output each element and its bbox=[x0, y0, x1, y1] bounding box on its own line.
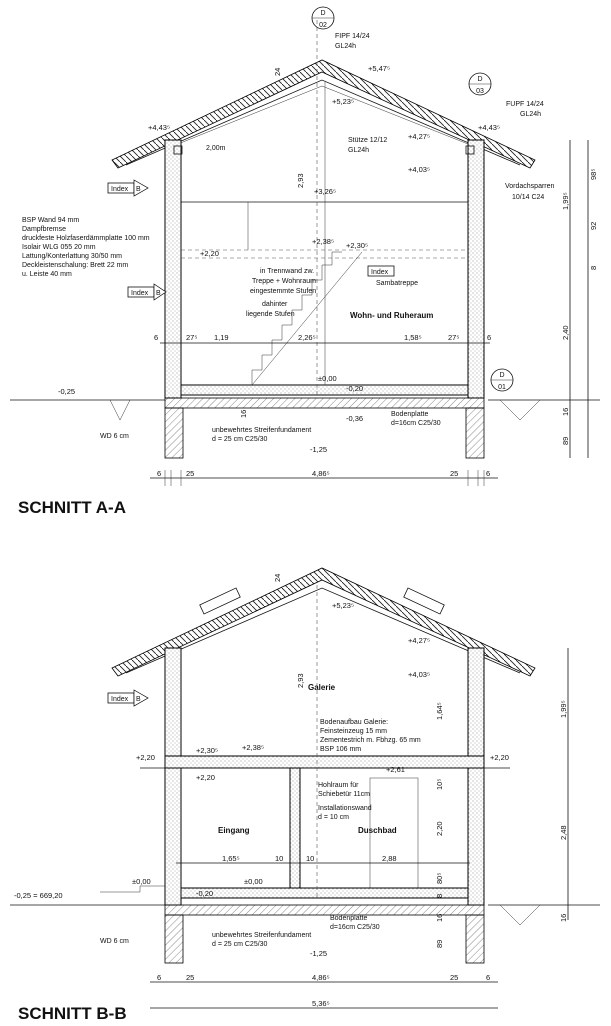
dim-int-b-2: 10 bbox=[306, 854, 315, 863]
svg-text:Bodenaufbau Galerie:: Bodenaufbau Galerie: bbox=[320, 719, 389, 726]
svg-text:BSP Wand 94 mm: BSP Wand 94 mm bbox=[22, 217, 80, 224]
level-slab-bottom-a: -0,36 bbox=[346, 414, 364, 423]
marker-d01-number: 01 bbox=[498, 384, 506, 391]
level-floor-a: ±0,00 bbox=[318, 374, 337, 383]
dim-89-b: 89 bbox=[435, 939, 444, 948]
marker-d01[interactable] bbox=[491, 369, 513, 391]
dim-bottom-a-4: 6 bbox=[486, 469, 491, 478]
level-gallery-a2: +2,30⁵ bbox=[346, 241, 369, 250]
entry-step-b bbox=[100, 886, 165, 892]
room-label-duschbad-b: Duschbad bbox=[358, 826, 397, 835]
svg-text:Isolair WLG 055 20 mm: Isolair WLG 055 20 mm bbox=[22, 244, 96, 251]
note-fipf-grade-a: GL24h bbox=[335, 43, 357, 50]
dim-bottom-b-2: 4,86⁵ bbox=[312, 973, 330, 982]
level-gal-right-b-b: +2,20 bbox=[490, 753, 509, 762]
dim-int-a-6: 6 bbox=[487, 333, 492, 342]
svg-text:Dampfbremse: Dampfbremse bbox=[22, 226, 66, 233]
level-gal-left-c-b: +2,20 bbox=[196, 773, 215, 782]
index-tag-b1-letter: B bbox=[136, 696, 141, 703]
level-foundation-b: -1,25 bbox=[310, 949, 328, 958]
dim-bottom-b-4: 6 bbox=[486, 973, 491, 982]
level-knee-inner-b: +4,03⁵ bbox=[408, 670, 431, 679]
svg-text:Deckleistenschalung: Brett 22: Deckleistenschalung: Brett 22 mm bbox=[22, 262, 129, 269]
room-label-galerie-b: Galerie bbox=[308, 683, 336, 692]
note-fupf-grade-a: GL24h bbox=[520, 111, 542, 118]
level-gal-left-a-b: +2,20 bbox=[136, 753, 155, 762]
marker-d01-letter: D bbox=[499, 372, 505, 379]
dim-bottom-a-3: 25 bbox=[450, 469, 459, 478]
index-tag-a1-letter: B bbox=[136, 186, 141, 193]
dim-bottom-b-1: 25 bbox=[186, 973, 195, 982]
note-fupf-a: FUPF 14/24 bbox=[506, 101, 544, 108]
dim-bottom-b-3: 25 bbox=[450, 973, 459, 982]
dim-bottom-a-2: 4,86⁵ bbox=[312, 469, 330, 478]
svg-text:eingestemmte Stufen: eingestemmte Stufen bbox=[250, 288, 317, 295]
level-slab-b: -0,20 bbox=[196, 889, 214, 898]
dim-24-a: 24 bbox=[273, 67, 282, 76]
svg-text:in Trennwand zw.: in Trennwand zw. bbox=[260, 268, 315, 275]
level-gal-left-b-b: +2,30⁵ bbox=[196, 746, 219, 755]
section-title-a: SCHNITT A-A bbox=[18, 498, 126, 517]
index-tag-a3-label: Index bbox=[371, 269, 389, 276]
level-gallery-left-a: +2,20 bbox=[200, 249, 219, 258]
dim-bottom-a-1: 25 bbox=[186, 469, 195, 478]
level-ground-a: -0,25 bbox=[58, 387, 76, 396]
wall-right-b bbox=[468, 648, 484, 905]
level-eave-left-a: +4,43⁵ bbox=[148, 123, 171, 132]
svg-text:u. Leiste 40 mm: u. Leiste 40 mm bbox=[22, 271, 72, 278]
index-tag-a2-letter: B bbox=[156, 290, 161, 297]
dim-int-a-0: 6 bbox=[154, 333, 159, 342]
gallery-floor-b bbox=[165, 756, 484, 768]
svg-text:druckfeste Holzfaserdämmplatte: druckfeste Holzfaserdämmplatte 100 mm bbox=[22, 235, 150, 242]
dim-right-a-2: 92 bbox=[589, 221, 598, 230]
dim-height-220-b: 2,20 bbox=[435, 821, 444, 836]
svg-text:Feinsteinzeug 15 mm: Feinsteinzeug 15 mm bbox=[320, 728, 387, 735]
dim-right-a-5: 16 bbox=[561, 407, 570, 416]
level-gal-right-a-b: +2,61 bbox=[386, 765, 405, 774]
level-eave-right-a: +4,43⁵ bbox=[478, 123, 501, 132]
wall-right-a bbox=[468, 140, 484, 398]
dim-int-b-1: 10 bbox=[275, 854, 284, 863]
marker-d02-number: 02 bbox=[319, 22, 327, 29]
marker-d03[interactable] bbox=[469, 73, 491, 95]
note-wall-spec-a bbox=[22, 217, 150, 278]
dim-right-b-2: 16 bbox=[559, 913, 568, 922]
dim-int-a-2: 1,19 bbox=[214, 333, 229, 342]
note-boden-galerie-b bbox=[320, 719, 421, 753]
svg-text:Lattung/Konterlattung 30/50 mm: Lattung/Konterlattung 30/50 mm bbox=[22, 253, 123, 260]
wall-left-a bbox=[165, 140, 181, 398]
note-hohlraum-b bbox=[318, 782, 370, 798]
note-fundament-spec-b: d = 25 cm C25/30 bbox=[212, 941, 268, 948]
foundation-right-b bbox=[466, 915, 484, 963]
note-fundament-a: unbewehrtes Streifenfundament bbox=[212, 427, 312, 434]
svg-text:Schiebetür 11cm: Schiebetür 11cm bbox=[318, 791, 371, 798]
note-wd-b: WD 6 cm bbox=[100, 938, 129, 945]
dim-int-b-0: 1,65⁵ bbox=[222, 854, 240, 863]
dim-small-b-2: 8 bbox=[435, 893, 444, 898]
dim-right-a-0: 98⁵ bbox=[589, 168, 598, 180]
note-vordach-size-a: 10/14 C24 bbox=[512, 194, 545, 201]
roof-rafter-a bbox=[126, 80, 520, 165]
svg-text:liegende Stufen: liegende Stufen bbox=[246, 311, 295, 318]
dim-overall-b: 5,36⁵ bbox=[312, 999, 330, 1008]
room-label-a: Wohn- und Ruheraum bbox=[350, 311, 434, 320]
note-bodenplatte-b: Bodenplatte bbox=[330, 915, 368, 922]
section-b-b bbox=[10, 568, 600, 1023]
marker-d03-letter: D bbox=[477, 76, 483, 83]
note-fundament-spec-a: d = 25 cm C25/30 bbox=[212, 436, 268, 443]
svg-text:dahinter: dahinter bbox=[262, 301, 288, 308]
level-knee-b: +4,27⁵ bbox=[408, 636, 431, 645]
dim-int-a-4: 1,58⁵ bbox=[404, 333, 422, 342]
roof-rafter-b bbox=[126, 588, 520, 673]
floor-build-up-b bbox=[181, 888, 468, 898]
svg-text:d = 10 cm: d = 10 cm bbox=[318, 814, 349, 821]
section-title-b: SCHNITT B-B bbox=[18, 1004, 127, 1023]
note-fipf-a: FIPF 14/24 bbox=[335, 33, 370, 40]
level-ridge-inner-a: +5,23⁵ bbox=[332, 97, 355, 106]
svg-text:Zementestrich m. Fbhzg. 65 mm: Zementestrich m. Fbhzg. 65 mm bbox=[320, 737, 421, 744]
index-tag-a1-label: Index bbox=[111, 186, 129, 193]
dim-int-a-5: 27⁵ bbox=[448, 333, 460, 342]
dim-bottom-a-0: 6 bbox=[157, 469, 162, 478]
index-tag-a2-label: Index bbox=[131, 290, 149, 297]
note-stair-a bbox=[246, 268, 316, 318]
index-tag-a2[interactable] bbox=[128, 284, 166, 300]
level-knee-a: +4,27⁵ bbox=[408, 132, 431, 141]
index-tag-a1[interactable] bbox=[108, 180, 148, 196]
note-bodenplatte-spec-b: d=16cm C25/30 bbox=[330, 924, 380, 931]
level-ridge-inner-b: +5,23⁵ bbox=[332, 601, 355, 610]
marker-d03-number: 03 bbox=[476, 88, 484, 95]
svg-text:Installationswand: Installationswand bbox=[318, 805, 372, 812]
foundation-right-a bbox=[466, 408, 484, 458]
ground-slope-b bbox=[500, 905, 540, 925]
level-gal-mid-b: +2,38⁵ bbox=[242, 743, 265, 752]
dim-int-b-3: 2,88 bbox=[382, 854, 397, 863]
svg-text:Treppe + Wohnraum: Treppe + Wohnraum bbox=[252, 278, 317, 285]
note-stuetze-a: Stütze 12/12 bbox=[348, 137, 388, 144]
section-a-a bbox=[10, 7, 600, 517]
dim-right-a-4: 2,40 bbox=[561, 325, 570, 340]
index-tag-b1-label: Index bbox=[111, 696, 129, 703]
dim-16-b: 16 bbox=[435, 913, 444, 922]
note-200m-a: 2,00m bbox=[206, 145, 226, 152]
dim-24-b: 24 bbox=[273, 573, 282, 582]
index-tag-a3[interactable] bbox=[368, 266, 394, 276]
note-bodenplatte-a: Bodenplatte bbox=[391, 411, 429, 418]
dim-right-b-0: 1,99⁵ bbox=[559, 700, 568, 718]
slab-a bbox=[165, 398, 484, 408]
index-tag-b1[interactable] bbox=[108, 690, 148, 706]
level-floor-out-b: ±0,00 bbox=[132, 877, 151, 886]
dim-height-164-b: 1,64⁵ bbox=[435, 702, 444, 720]
svg-text:BSP 106 mm: BSP 106 mm bbox=[320, 746, 362, 753]
dim-right-b-1: 2,48 bbox=[559, 825, 568, 840]
foundation-left-b bbox=[165, 915, 183, 963]
level-tie-a: +3,26⁵ bbox=[314, 187, 337, 196]
dim-right-a-3: 8 bbox=[589, 265, 598, 270]
note-sambatreppe-a: Sambatreppe bbox=[376, 280, 419, 287]
slab-b bbox=[165, 905, 484, 915]
dim-small-b-1: 10⁵ bbox=[435, 778, 444, 790]
note-vordach-a: Vordachsparren bbox=[505, 183, 555, 190]
foundation-left-a bbox=[165, 408, 183, 458]
dim-16-a: 16 bbox=[239, 409, 248, 418]
svg-text:Hohlraum für: Hohlraum für bbox=[318, 782, 359, 789]
level-floor-in-b: ±0,00 bbox=[244, 877, 263, 886]
room-label-eingang-b: Eingang bbox=[218, 826, 250, 835]
dim-right-a-6: 89 bbox=[561, 436, 570, 445]
wall-left-b bbox=[165, 648, 181, 905]
floor-build-up-a bbox=[181, 385, 468, 395]
dim-int-a-3: 2,26⁵ bbox=[298, 333, 316, 342]
level-slab-top-a: -0,20 bbox=[346, 384, 364, 393]
dim-bottom-b-0: 6 bbox=[157, 973, 162, 982]
note-stuetze-grade-a: GL24h bbox=[348, 147, 370, 154]
level-foundation-a: -1,25 bbox=[310, 445, 328, 454]
level-ridge-a: +5,47⁵ bbox=[368, 64, 391, 73]
marker-d02[interactable] bbox=[312, 7, 334, 29]
level-knee-inner-a: +4,03⁵ bbox=[408, 165, 431, 174]
level-ground-b: -0,25 = 669,20 bbox=[14, 891, 63, 900]
dim-int-a-1: 27⁵ bbox=[186, 333, 198, 342]
dim-height-293-a: 2,93 bbox=[296, 173, 305, 188]
partition-wall-b bbox=[290, 768, 300, 888]
dim-height-293-b: 2,93 bbox=[296, 673, 305, 688]
note-installationswand-b bbox=[318, 805, 372, 821]
level-gallery-a1: +2,38⁵ bbox=[312, 237, 335, 246]
dim-right-a-1: 1,99⁵ bbox=[561, 192, 570, 210]
note-bodenplatte-spec-a: d=16cm C25/30 bbox=[391, 420, 441, 427]
note-wd-a: WD 6 cm bbox=[100, 433, 129, 440]
dim-small-b-0: 80⁵ bbox=[435, 872, 444, 884]
marker-d02-letter: D bbox=[320, 10, 326, 17]
note-fundament-b: unbewehrtes Streifenfundament bbox=[212, 932, 312, 939]
